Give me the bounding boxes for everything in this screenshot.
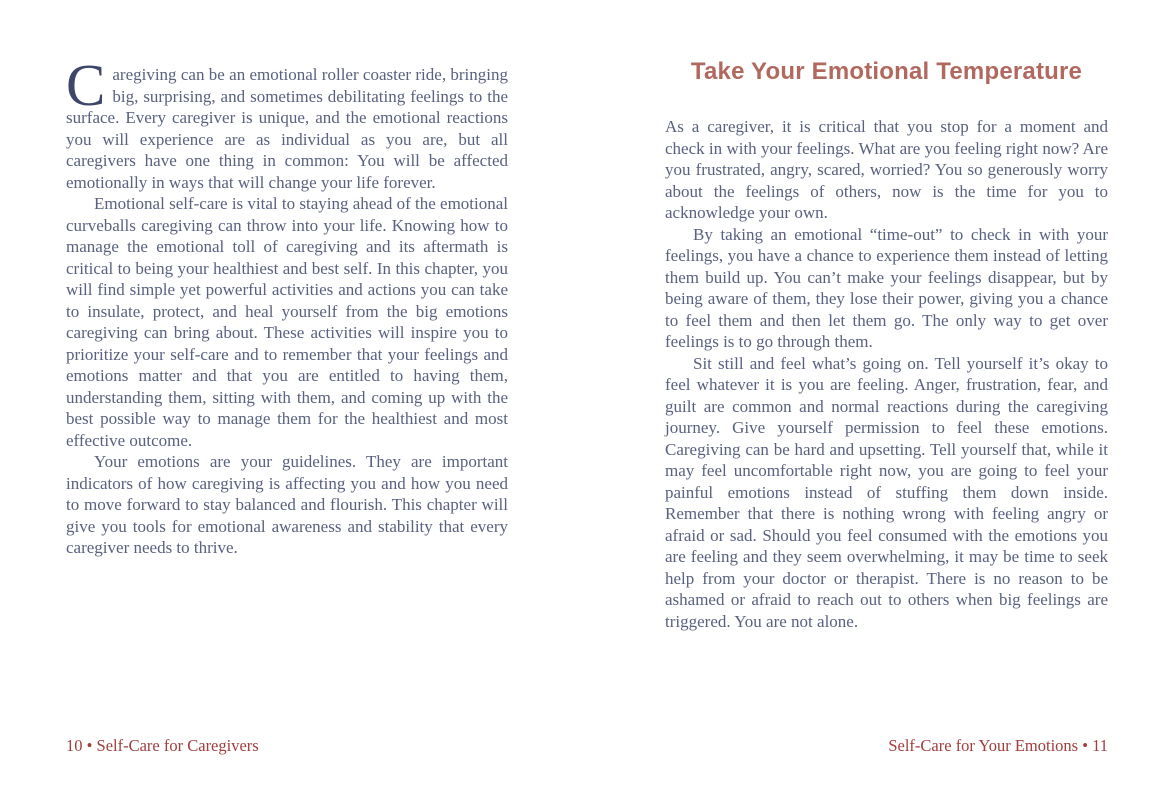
drop-cap: C: [66, 52, 106, 118]
right-page-footer: Self-Care for Your Emotions • 11: [888, 736, 1108, 755]
paragraph: As a caregiver, it is critical that you stop for a moment and check in with your feelings. What are you feeling right now? Are you frustrated, angry, scared, worried? You so generously worry about the feelings of others, now is the time for you to acknowledge your own.: [665, 117, 1108, 222]
paragraph: By taking an emotional “time-out” to check in with your feelings, you have a chance to experience them instead of letting them build up. You can’t make your feelings disappear, but by being aware of them, they lose their power, giving you a chance to feel them and then let them go. The only way to get over feelings is to go through them.: [665, 224, 1108, 351]
paragraph: Emotional self-care is vital to staying ahead of the emotional curveballs caregiving can throw into your life. Knowing how to manage the emotional toll of caregiving and its aftermath is critical to being your healthiest and best self. In this chapter, you will find simple yet powerful activities and actions you can take to insulate, protect, and heal yourself from the big emotions caregiving can bring about. These activities will inspire you to prioritize your self-care and to remember that your feelings and emotions matter and that you are entitled to having them, understanding them, sitting with them, and coming up with the best possible way to manage them for the healthiest and most effective outcome.: [66, 194, 509, 450]
left-page: [66, 0, 508, 800]
section-heading: Take Your Emotional Temperature: [690, 58, 1083, 85]
right-page-body: [665, 116, 1108, 632]
paragraph: Sit still and feel what’s going on. Tell yourself it’s okay to feel whatever it is you are feeling. Anger, frustration, fear, and guilt are common and normal reactions during the caregiving journey. Give yourself permission to feel these emotions. Caregiving can be hard and upsetting. Tell yourself that, while it may feel uncomfortable right now, you are going to feel your painful emotions instead of stuffing them down inside. Remember that there is nothing wrong with feeling angry or afraid or sad. Should you feel consumed with the emotions you are feeling and they seem overwhelming, it may be time to seek help from your doctor or therapist. There is no reason to be ashamed or afraid to reach out to others when big feelings are triggered. You are not alone.: [665, 353, 1108, 631]
left-page-body: [66, 52, 509, 559]
left-page-footer: 10 • Self-Care for Caregivers: [66, 736, 259, 755]
paragraph-text: aregiving can be an emotional roller coaster ride, bringing big, surprising, and sometimes debilitating feelings to the surface. Every caregiver is unique, and the emotional reactions you will experience are as individual as you are, but all caregivers have one thing in common: You will be affected emotionally in ways that will change your life forever.: [66, 65, 508, 192]
paragraph: [66, 52, 508, 193]
right-page: [665, 0, 1108, 800]
paragraph: Your emotions are your guidelines. They are important indicators of how caregiving is affecting you and how you need to move forward to stay balanced and flourish. This chapter will give you tools for emotional awareness and stability that every caregiver needs to thrive.: [66, 452, 508, 557]
